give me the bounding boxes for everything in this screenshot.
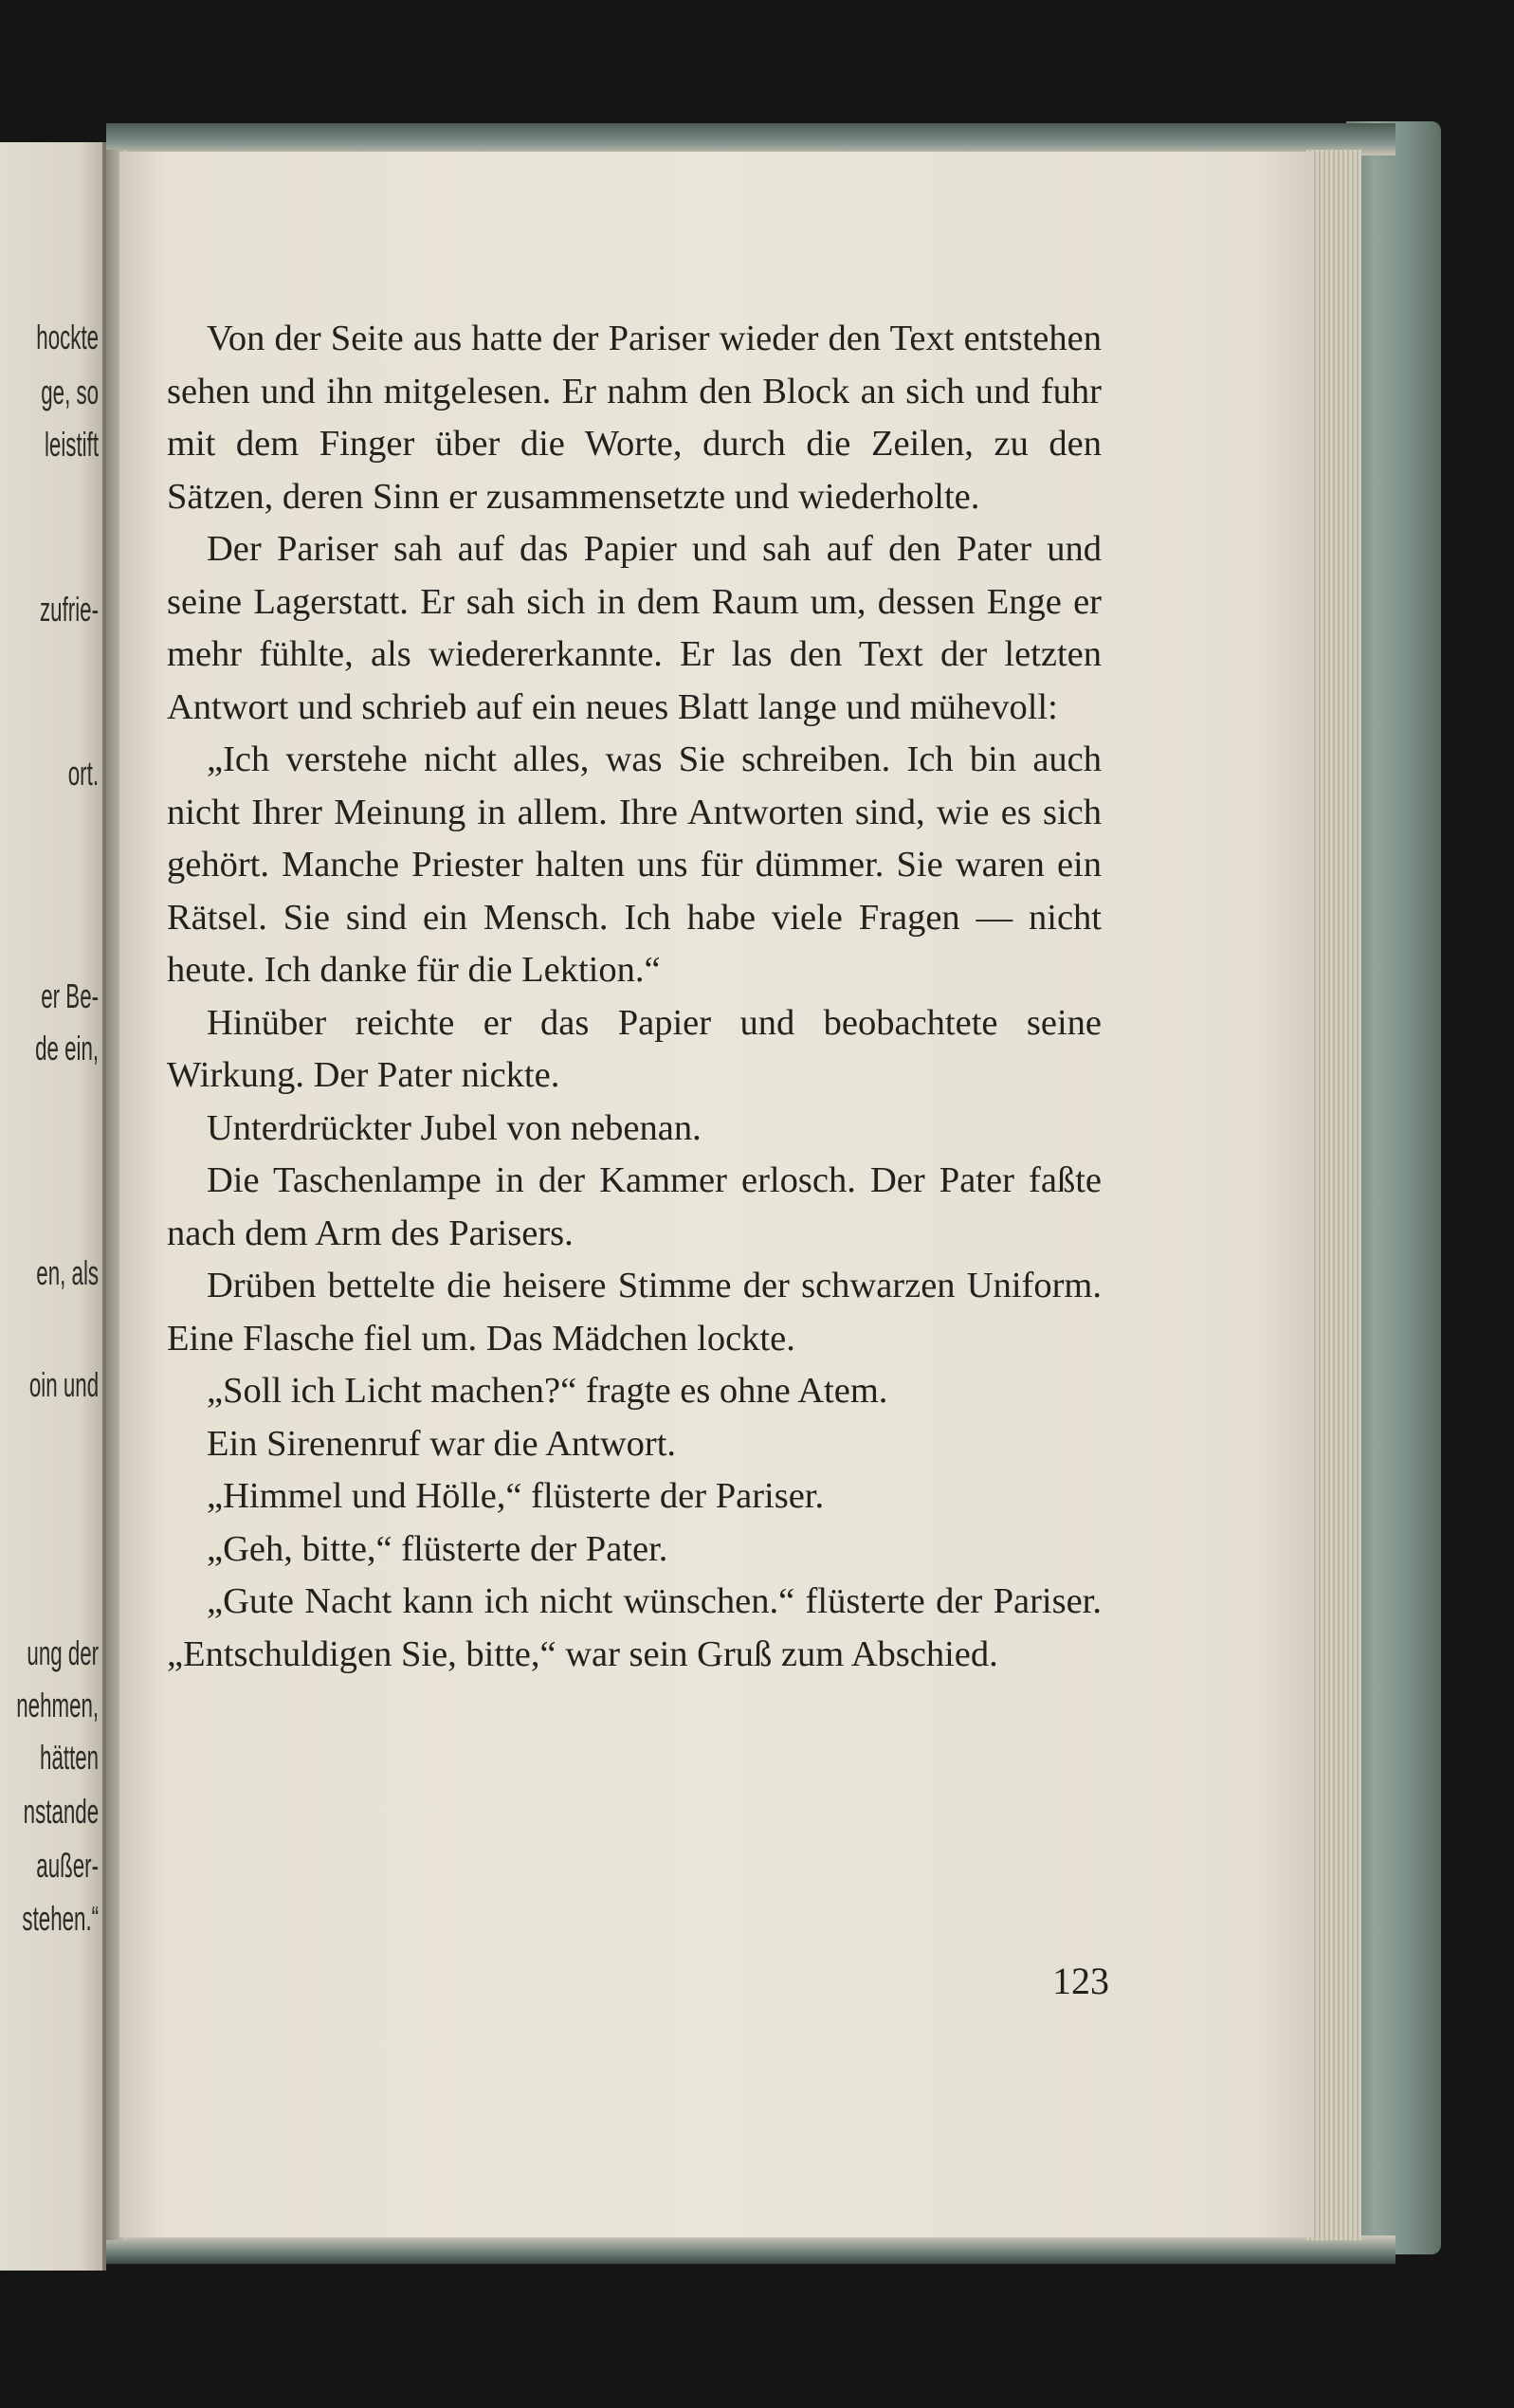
paragraph: „Himmel und Hölle,“ flüsterte der Pariser.: [207, 1476, 825, 1516]
previous-page: [0, 142, 106, 2271]
left-page-fragment: zufrie-: [39, 590, 99, 629]
left-page-fragment: nehmen,: [16, 1686, 99, 1724]
paragraph: „Gute Nacht kann ich nicht wünschen.“ flüsterte der Pariser. „Entschuldigen Sie, bitte,“ war sein Gruß zum Abschied.: [167, 1581, 1102, 1674]
book-bottom-edge: [106, 2235, 1395, 2264]
paragraph: Hinüber reichte er das Papier und beobachtete seine Wirkung. Der Pater nickte.: [167, 1002, 1102, 1095]
left-page-fragment: nstande: [23, 1792, 99, 1831]
page-number: 123: [1052, 1960, 1109, 2002]
paragraph: Ein Sirenenruf war die Antwort.: [207, 1423, 677, 1464]
left-page-fragment: hätten: [39, 1738, 99, 1777]
left-page-fragment: stehen.“: [22, 1899, 99, 1938]
paragraph: „Ich verstehe nicht alles, was Sie schreiben. Ich bin auch nicht Ihrer Meinung in allem. Ihre Antworten sind, wie es sich gehört. Manche Priester halten uns für dümmer. Sie waren ein Rätsel. Sie sind ein Mensch. Ich habe viele Fragen — nicht heute. Ich danke für die Lektion.“: [167, 739, 1102, 990]
left-page-fragment: oin und: [28, 1365, 99, 1404]
left-page-fragment: en, als: [36, 1253, 99, 1292]
left-page-fragment: ort.: [67, 754, 99, 793]
left-page-fragment: ge, so: [41, 373, 99, 411]
paragraph: Von der Seite aus hatte der Pariser wieder den Text entstehen sehen und ihn mitgelesen. Er nahm den Block an sich und fuhr mit dem Finger über die Worte, durch die Zeilen, zu den Sätzen, deren Sinn er zusammensetzte und wiederholte.: [167, 319, 1102, 517]
paragraph: Unterdrückter Jubel von nebenan.: [207, 1107, 702, 1148]
paragraph: „Geh, bitte,“ flüsterte der Pater.: [207, 1528, 668, 1569]
left-page-fragment: leistift: [44, 425, 99, 464]
left-page-fragment: ung der: [27, 1633, 99, 1672]
paragraph: Die Taschenlampe in der Kammer erlosch. Der Pater faßte nach dem Arm des Parisers.: [167, 1160, 1102, 1253]
left-page-fragment: hockte: [36, 318, 99, 356]
paragraph: Der Pariser sah auf das Papier und sah auf den Pater und seine Lagerstatt. Er sah sich in dem Raum um, dessen Enge er mehr fühlte, als wiedererkannte. Er las den Text der letzten Antwort und schrieb auf ein neues Blatt lange und mühevoll:: [167, 529, 1102, 727]
page-text: [167, 313, 1102, 1681]
page-stack-edge: [1306, 150, 1361, 2240]
paragraph: „Soll ich Licht machen?“ fragte es ohne Atem.: [207, 1371, 888, 1411]
left-page-fragment: er Be-: [41, 976, 99, 1015]
left-page-fragment: de ein,: [34, 1029, 99, 1067]
paragraph: Drüben bettelte die heisere Stimme der schwarzen Uniform. Eine Flasche fiel um. Das Mädchen lockte.: [167, 1266, 1102, 1359]
book-top-edge: [106, 123, 1395, 155]
left-page-fragment: außer-: [36, 1846, 99, 1885]
